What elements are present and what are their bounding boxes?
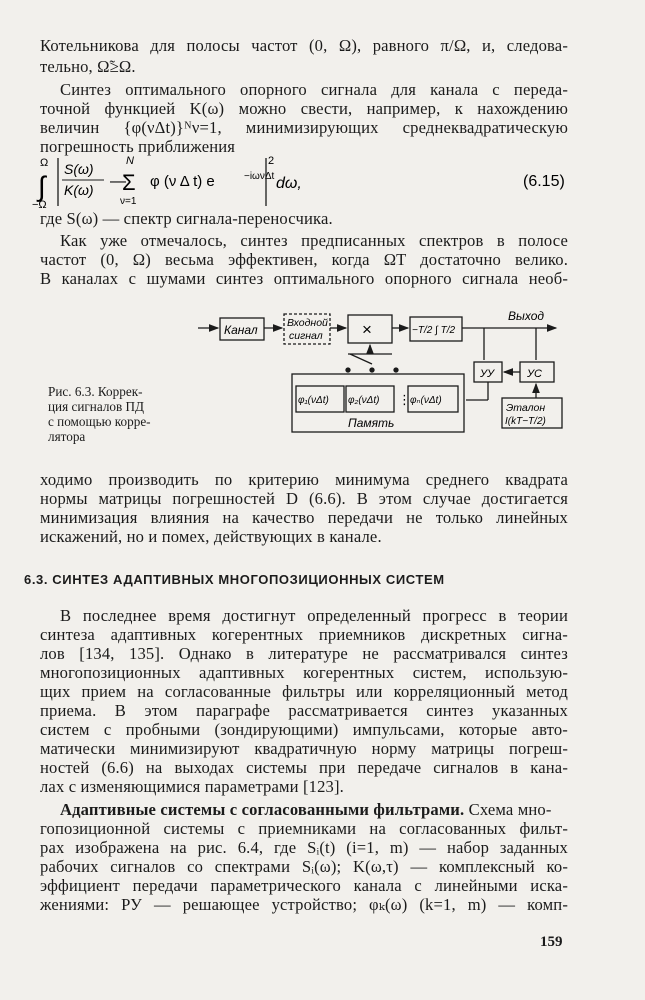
power: 2: [268, 155, 275, 167]
equation-6-15: [0, 150, 645, 210]
caption-line: с помощью корре-: [48, 414, 151, 429]
svg-text:—: —: [110, 173, 126, 190]
text-line: где S(ω) — спектр сигнала-переносчика.: [40, 209, 333, 228]
text-line: матически минимизируют квадратичную норму матрицы погреш-: [40, 739, 568, 758]
text-line: В последнее время достигнут определенный прогресс в теории: [60, 606, 568, 625]
text-line: ходимо производить по критерию минимума среднего квадрата: [40, 470, 568, 489]
integral-lower-limit: −Ω: [32, 199, 47, 210]
section-heading: 6.3. СИНТЕЗ АДАПТИВНЫХ МНОГОПОЗИЦИОННЫХ СИСТЕМ: [24, 572, 445, 587]
text-line: систем с пробными (зондирующими) импульсами, которые авто-: [40, 720, 568, 739]
text-line: Синтез оптимального опорного сигнала для канала с переда-: [60, 80, 568, 99]
text-line: синтеза адаптивных когерентных приемников дискретных сигна-: [40, 625, 568, 644]
output-label: Выход: [508, 309, 545, 323]
equation-number: (6.15): [523, 173, 565, 190]
text-line: лов [134, 135]. Однако в литературе не рассматривался синтез: [40, 644, 568, 663]
integral-sign: ∫: [38, 171, 46, 202]
text-line: величин {φ(νΔt)}ᴺν=1, минимизирующих среднеквадратическую: [40, 118, 568, 137]
input-signal-label-1: Входной: [287, 317, 328, 329]
text-line: В каналах с шумами синтез оптимального опорного сигнала необ-: [40, 269, 568, 288]
page-number: 159: [540, 934, 563, 950]
text-line: частот (0, Ω) весьма эффективен, когда ΩT достаточно велико.: [40, 250, 568, 269]
text-run: Схема мно-: [464, 800, 552, 819]
integrator-label: −T/2 ∫ T/2: [412, 325, 456, 336]
text-line: многопозиционных адаптивных когерентных систем, использую-: [40, 663, 568, 682]
sum-upper-limit: N: [126, 155, 134, 167]
text-line: [60, 800, 568, 820]
caption-line: Рис. 6.3. Коррек-: [48, 384, 143, 399]
sum-lower-limit: ν=1: [120, 196, 137, 207]
etalon-label-2: I(kT−T/2): [505, 416, 546, 427]
exponent: −iωνΔt: [244, 171, 275, 182]
text-line: погрешность приближения: [40, 137, 236, 156]
d-omega: dω,: [276, 175, 302, 192]
fraction-numerator: S(ω): [64, 161, 94, 177]
dots-label: ⋮: [398, 392, 411, 407]
text-line: эффициент передачи параметрического канала с линейными иска-: [40, 876, 568, 895]
text-line: ностей (6.6) на выходах системы при передаче сигналов в кана-: [40, 758, 568, 777]
text-line: точной функцией K(ω) можно свести, например, к нахождению: [40, 99, 568, 118]
memory-label: Память: [348, 416, 395, 430]
multiply-label: ×: [362, 320, 372, 339]
sum-term: φ (ν Δ t) e: [150, 173, 215, 190]
text-line: рах изображена на рис. 6.4, где Sᵢ(t) (i=1, m) — набор заданных: [40, 838, 568, 857]
text-line: Как уже отмечалось, синтез предписанных спектров в полосе: [60, 231, 568, 250]
input-signal-label-2: сигнал: [289, 330, 323, 342]
equation-graphic: [0, 150, 645, 210]
control-label: УУ: [480, 368, 495, 380]
phin-label: φₙ(νΔt): [410, 395, 442, 406]
channel-label: Канал: [224, 323, 258, 337]
caption-line: лятора: [48, 429, 86, 444]
amplifier-label: УС: [527, 368, 542, 380]
etalon-label-1: Эталон: [506, 402, 546, 414]
paragraph-run-in-heading: Адаптивные системы с согласованными фильтрами.: [60, 800, 465, 819]
phi2-label: φ₂(νΔt): [348, 395, 380, 406]
caption-line: ция сигналов ПД: [48, 399, 145, 414]
text-line: нормы матрицы погрешностей D (6.6). В этом случае достигается: [40, 489, 568, 508]
text-line: тельно, Ω̃≥Ω.: [40, 57, 136, 76]
text-line: Котельникова для полосы частот (0, Ω), равного π/Ω, и, следова-: [40, 36, 568, 55]
integral-upper-limit: Ω: [40, 157, 49, 169]
text-line: лах с изменяющимися параметрами [123].: [40, 777, 344, 796]
text-line: рабочих сигналов со спектрами Sᵢ(ω); K(ω,τ) — комплексный ко-: [40, 857, 568, 876]
text-line: гопозиционной системы с приемниками на согласованных фильт-: [40, 819, 568, 838]
text-line: минимизация влияния на качество передачи не только линейных: [40, 508, 568, 527]
text-line: приема. В этом параграфе рассматривается синтез указанных: [40, 701, 568, 720]
fraction-denominator: K(ω): [64, 182, 94, 198]
text-line: искажений, но и помех, действующих в канале.: [40, 527, 382, 546]
phi1-label: φ₁(νΔt): [298, 395, 329, 406]
text-line: жениями: РУ — решающее устройство; φₖ(ω) (k=1, m) — комп-: [40, 895, 568, 914]
text-line: щих прием на согласованные фильтры или корреляционный метод: [40, 682, 568, 701]
sum-sign: Σ: [122, 170, 136, 195]
